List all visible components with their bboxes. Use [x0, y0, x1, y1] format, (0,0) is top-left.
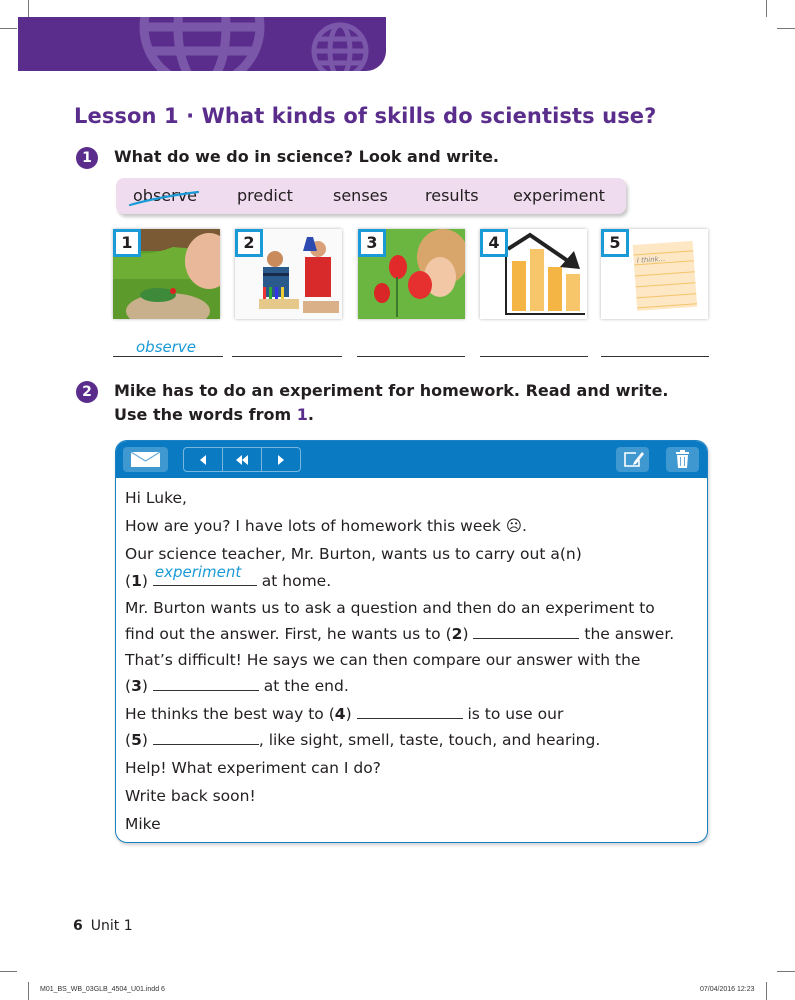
unit-label: Unit 1	[90, 918, 133, 934]
instruction-text: .	[307, 405, 314, 424]
page-footer	[73, 918, 133, 934]
blank-number: 4	[334, 705, 346, 723]
crop-mark	[28, 0, 29, 17]
picture-number: 4	[480, 229, 508, 257]
picture-4	[480, 229, 587, 319]
word-bank-item: observe	[133, 186, 198, 205]
email-text: find out the answer. First, he wants us to (	[125, 625, 452, 643]
compose-icon	[616, 447, 649, 472]
page-number: 6	[73, 918, 83, 934]
word-bank-item: predict	[237, 186, 293, 205]
blank-1-answer: experiment	[154, 563, 242, 581]
answer-line-3[interactable]	[357, 356, 465, 357]
email-line: (5) , like sight, smell, taste, touch, and hearing.	[125, 731, 601, 749]
note-text: I think...	[636, 254, 666, 265]
email-text: is to use our	[462, 705, 564, 723]
message-navigation	[183, 447, 301, 472]
crop-mark	[0, 28, 17, 29]
slug-filename: M01_BS_WB_03GLB_4504_U01.indd 6	[40, 986, 165, 993]
mail-button[interactable]	[123, 447, 168, 472]
blank-2[interactable]	[473, 625, 579, 639]
exercise-instruction-line2	[114, 405, 314, 424]
compose-button[interactable]	[616, 447, 649, 472]
word-bank-item: experiment	[513, 186, 605, 205]
email-line: find out the answer. First, he wants us to (2) the answer.	[125, 625, 675, 643]
delete-button[interactable]	[666, 447, 699, 472]
email-line: He thinks the best way to (4) is to use our	[125, 705, 564, 723]
exercise-number-badge: 1	[76, 147, 98, 169]
blank-number: 5	[131, 731, 142, 749]
blank-number: 2	[451, 625, 463, 643]
answer-line-1[interactable]	[113, 356, 223, 357]
crop-mark	[766, 982, 767, 1000]
email-text: the answer.	[579, 625, 675, 643]
email-signature: Mike	[125, 815, 161, 833]
picture-number: 3	[358, 229, 386, 257]
picture-2	[235, 229, 342, 319]
reply-button[interactable]	[184, 448, 223, 471]
reply-all-icon	[234, 454, 250, 466]
reply-icon	[198, 454, 208, 466]
answer-line-4[interactable]	[480, 356, 588, 357]
exercise-number-badge: 2	[76, 381, 98, 403]
exercise-instruction-line1: Mike has to do an experiment for homework. Read and write.	[114, 381, 669, 400]
lesson-title: Lesson 1 · What kinds of skills do scientists use?	[74, 104, 657, 128]
picture-5	[601, 229, 708, 319]
email-line: Mr. Burton wants us to ask a question and then do an experiment to	[125, 599, 655, 617]
crop-mark	[28, 982, 29, 1000]
instruction-text: Use the words from	[114, 405, 297, 424]
header-banner	[18, 17, 386, 71]
crop-mark	[766, 0, 767, 17]
blank-number: 3	[131, 677, 142, 695]
picture-3	[358, 229, 465, 319]
email-text: , like sight, smell, taste, touch, and hearing.	[258, 731, 601, 749]
crop-mark	[777, 971, 795, 972]
mail-icon	[123, 447, 168, 472]
picture-1	[113, 229, 220, 319]
trash-icon	[666, 447, 699, 472]
crop-mark	[777, 28, 795, 29]
email-text: He thinks the best way to (	[125, 705, 335, 723]
email-toolbar	[116, 441, 707, 478]
blank-3[interactable]	[153, 677, 259, 691]
exercise-reference: 1	[296, 405, 308, 424]
email-greeting: Hi Luke,	[125, 489, 187, 507]
forward-button[interactable]	[262, 448, 300, 471]
blank-4[interactable]	[357, 705, 463, 719]
strikethrough-mark	[128, 188, 200, 208]
exercise-instruction: What do we do in science? Look and write.	[114, 147, 499, 166]
answer-line-2[interactable]	[232, 356, 342, 357]
slug-date: 07/04/2016 12:23	[700, 986, 755, 993]
email-text: at the end.	[258, 677, 349, 695]
crop-mark	[0, 971, 17, 972]
word-bank-item: results	[425, 186, 479, 205]
email-window	[115, 440, 708, 843]
blank-1[interactable]	[153, 563, 257, 586]
email-line: Help! What experiment can I do?	[125, 759, 381, 777]
email-line: (1) experiment at home.	[125, 563, 332, 590]
reply-all-button[interactable]	[223, 448, 262, 471]
blank-5[interactable]	[153, 731, 259, 745]
answer-1-handwriting: observe	[136, 338, 197, 356]
picture-number: 5	[601, 229, 629, 257]
email-line: Our science teacher, Mr. Burton, wants us to carry out a(n)	[125, 545, 582, 563]
picture-number: 2	[235, 229, 263, 257]
forward-icon	[276, 454, 286, 466]
word-bank-item: senses	[333, 186, 388, 205]
email-line: Write back soon!	[125, 787, 256, 805]
email-text: at home.	[256, 572, 332, 590]
blank-number: 1	[131, 572, 142, 590]
email-line: (3) at the end.	[125, 677, 349, 695]
email-line: How are you? I have lots of homework this week ☹.	[125, 517, 527, 535]
answer-line-5[interactable]	[601, 356, 709, 357]
globe-icon	[18, 17, 386, 71]
picture-number: 1	[113, 229, 141, 257]
email-line: That’s difficult! He says we can then compare our answer with the	[125, 651, 641, 669]
